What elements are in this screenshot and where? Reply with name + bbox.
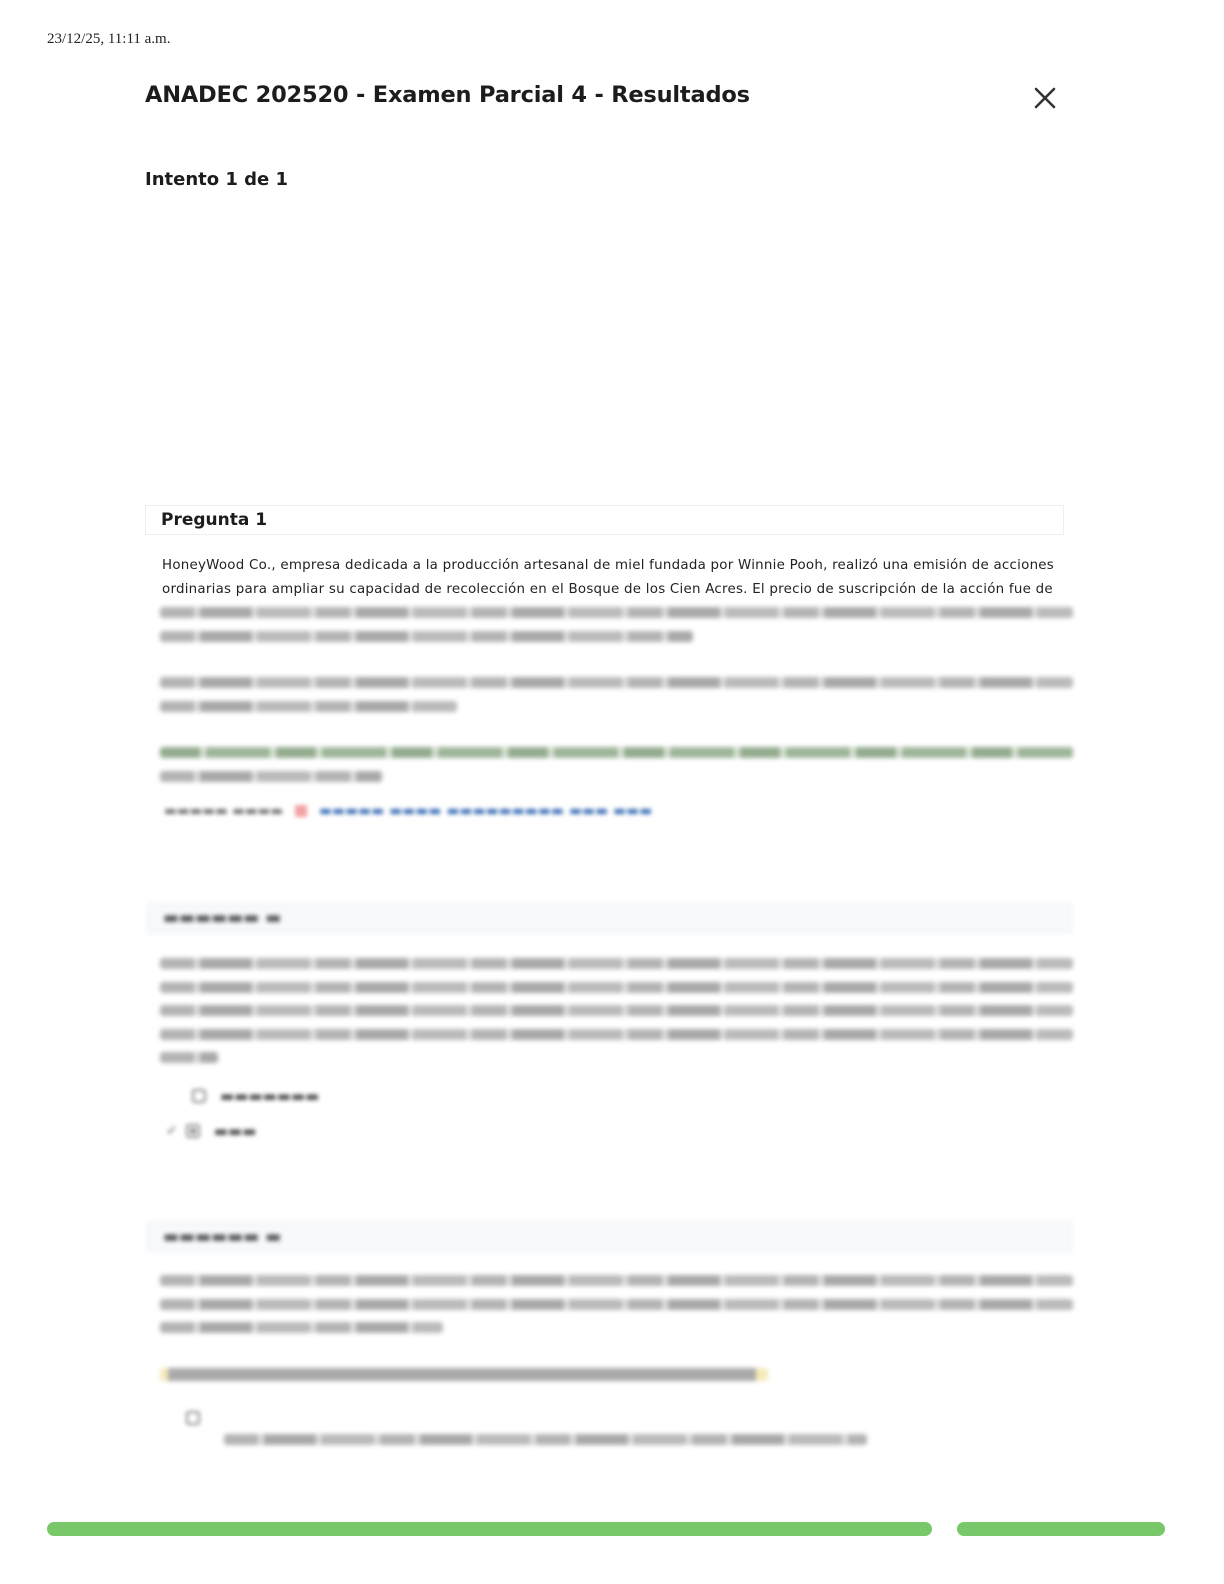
question-2-header [147,903,1072,933]
question-1-line-2: ordinarias para ampliar su capacidad de recolección en el Bosque de los Cien Acres. El precio de suscripción de la acción fue de [162,581,1053,597]
question-1-text [162,554,1066,601]
close-icon [1034,87,1056,109]
attempt-label: Intento 1 de 1 [145,169,289,190]
question-2-option-2[interactable] [166,1122,256,1140]
radio-button[interactable] [192,1089,206,1103]
answer-label: ▬▬▬▬▬ ▬▬▬▬ [164,803,284,819]
question-3-blurred-text [160,1275,1073,1346]
question-2-label: ▬▬▬▬▬▬ ▬ [163,908,282,928]
radio-button[interactable] [186,1124,200,1138]
question-1-header [145,505,1064,535]
question-3-label: ▬▬▬▬▬▬ ▬ [163,1227,282,1247]
question-3-option-1[interactable] [186,1411,200,1425]
option-label: ▬▬▬▬▬▬▬ [220,1087,320,1105]
question-3-header [147,1222,1072,1252]
question-3-highlighted-prompt [160,1368,768,1381]
page-title: ANADEC 202520 - Examen Parcial 4 - Resultados [145,82,750,108]
question-1-answer-row [164,803,652,819]
question-2-option-1[interactable] [192,1087,319,1105]
close-button[interactable] [1030,83,1060,113]
option-label: ▬▬▬ [213,1122,257,1140]
answer-values: ▬▬▬▬▬ ▬▬▬▬ ▬▬▬▬▬▬▬▬▬ ▬▬▬ ▬▬▬ [319,803,653,819]
question-1-blurred-text [160,607,1073,794]
question-1-label: Pregunta 1 [161,510,268,530]
progress-bar-main [47,1522,932,1536]
question-2-blurred-text [160,958,1073,1076]
check-icon: ✔ [166,1123,178,1139]
checkbox[interactable] [186,1411,200,1425]
question-1-line-1: HoneyWood Co., empresa dedicada a la producción artesanal de miel fundada por Winnie Pooh, realizó una emisión de acciones [162,558,1055,573]
print-datetime: 23/12/25, 11:11 a.m. [47,31,171,47]
question-3-option-1-text [224,1434,867,1458]
progress-bar-secondary [957,1522,1165,1536]
incorrect-marker [295,805,307,817]
